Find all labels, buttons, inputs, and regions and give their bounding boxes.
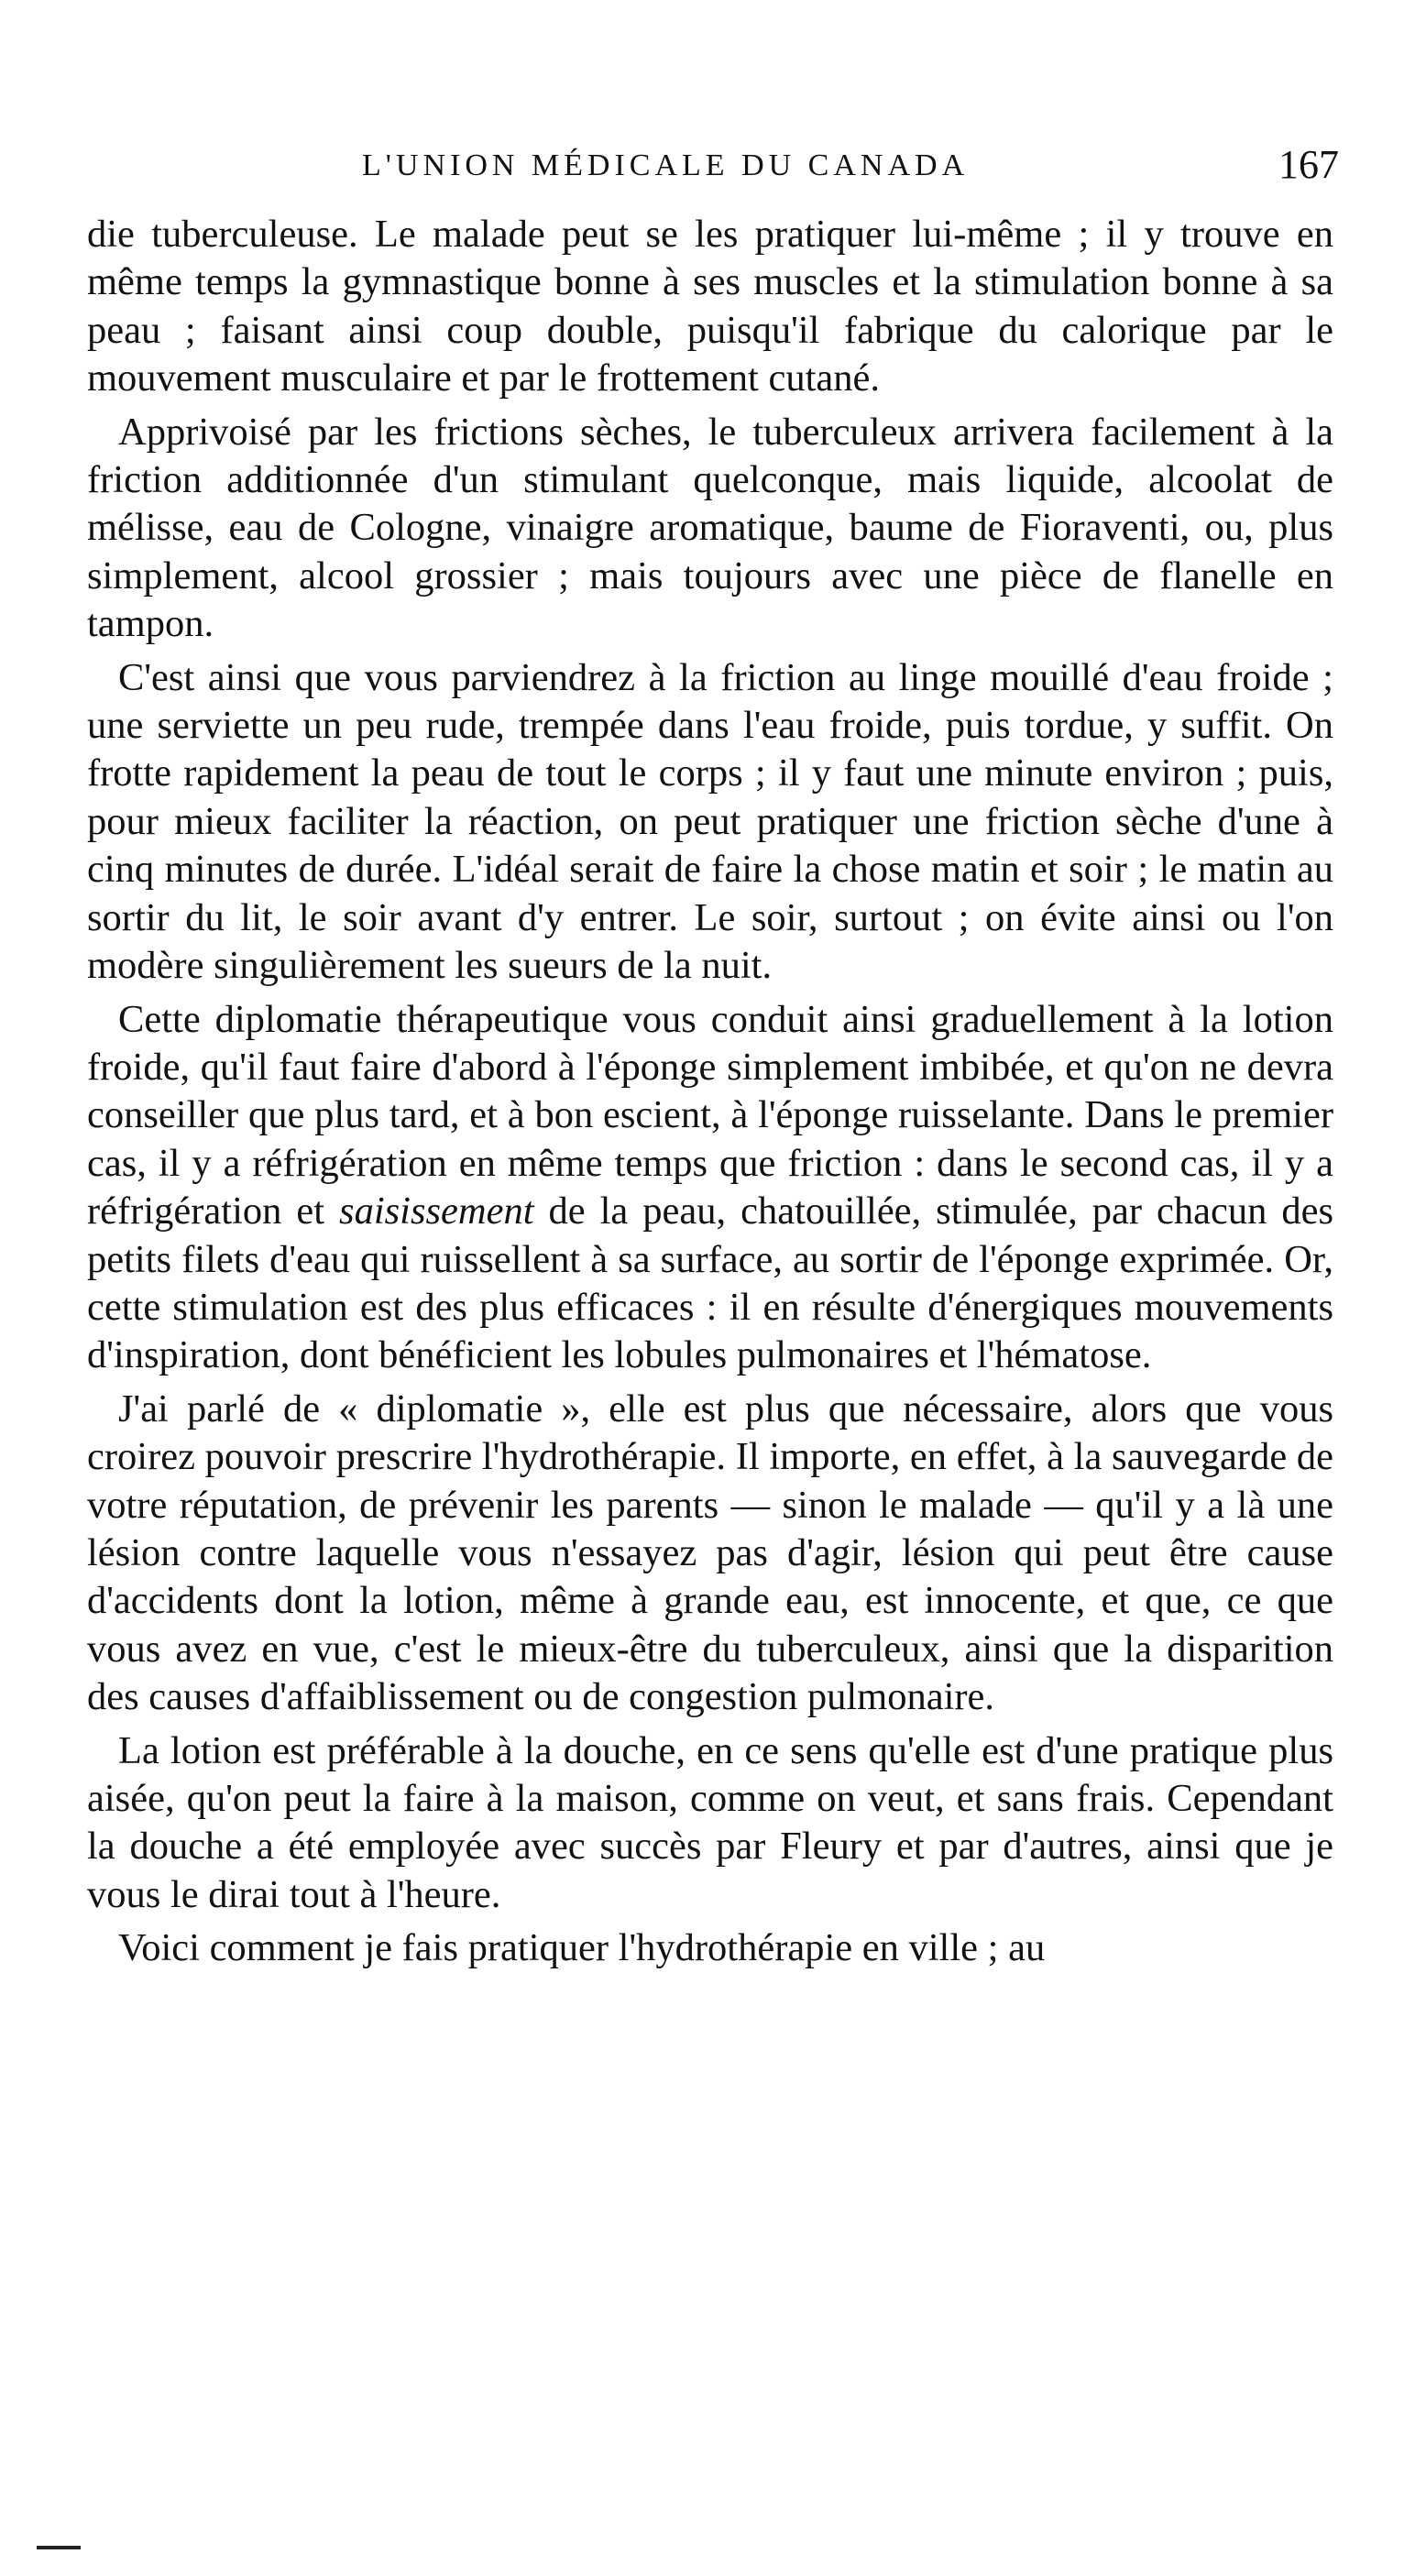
page-header: [87, 137, 1339, 202]
body-text: [87, 211, 1333, 1973]
paragraph-3: C'est ainsi que vous parviendrez à la friction au linge mouillé d'eau froide ; une serviette un peu rude, trempée dans l'eau froide, puis tordue, y suffit. On frotte rapidement la peau de tout le corps ; il y faut une minute environ ; puis, pour mieux faciliter la réaction, on peut pratiquer une friction sèche d'une à cinq minutes de durée. L'idéal serait de faire la chose matin et soir ; le matin au sortir du lit, le soir avant d'y entrer. Le soir, surtout ; on évite ainsi ou l'on modère singulièrement les sueurs de la nuit.: [87, 655, 1333, 988]
paragraph-4: [87, 996, 1333, 1380]
emphasis-saisissement: saisissement: [339, 1189, 534, 1233]
paragraph-6: La lotion est préférable à la douche, en ce sens qu'elle est d'une pratique plus aisée, qu'on peut la faire à la maison, comme on veut, et sans frais. Cependant la douche a été employée avec succès par Fleury et par d'autres, ainsi que je vous le dirai tout à l'heure.: [87, 1728, 1333, 1916]
paragraph-4-part-1: Cette diplomatie thérapeutique vous conduit ainsi graduellement à la lotion froide, qu'il faut faire d'abord à l'éponge simplement imbibée, et qu'on ne devra conseiller que plus tard, et à bon escient, à l'éponge ruisselante. Dans le premier cas, il y a réfrigération en même temps que friction : dans le second cas, il y a réfrigération et: [87, 997, 1333, 1233]
paragraph-2: Apprivoisé par les frictions sèches, le tuberculeux arrivera facilement à la friction additionnée d'un stimulant quelconque, mais liquide, alcoolat de mélisse, eau de Cologne, vinaigre aromatique, baume de Fioraventi, ou, plus simplement, alcool grossier ; mais toujours avec une pièce de flanelle en tampon.: [87, 410, 1333, 646]
page-number: 167: [1278, 142, 1339, 187]
paragraph-1: die tuberculeuse. Le malade peut se les pratiquer lui-même ; il y trouve en même temps la gymnastique bonne à ses muscles et la stimulation bonne à sa peau ; faisant ainsi coup double, puisqu'il fabrique du calorique par le mouvement musculaire et par le frottement cutané.: [87, 213, 1333, 400]
page: [87, 137, 1339, 1979]
running-head: L'UNION MÉDICALE DU CANADA: [362, 148, 970, 182]
paragraph-4-part-2: de la peau, chatouillée, stimulée, par chacun des petits filets d'eau qui ruissellent à sa surface, au sortir de l'éponge exprimée. Or, cette stimulation est des plus efficaces : il en résulte d'énergiques mouvements d'inspiration, dont bénéficient les lobules pulmonaires et l'hématose.: [87, 1189, 1333, 1377]
paragraph-5: J'ai parlé de « diplomatie », elle est plus que nécessaire, alors que vous croirez pouvoir prescrire l'hydrothérapie. Il importe, en effet, à la sauvegarde de votre réputation, de prévenir les parents — sinon le malade — qu'il y a là une lésion contre laquelle vous n'essayez pas d'agir, lésion qui peut être cause d'accidents dont la lotion, même à grande eau, est innocente, et que, ce que vous avez en vue, c'est le mieux-être du tuberculeux, ainsi que la disparition des causes d'affaiblissement ou de congestion pulmonaire.: [87, 1387, 1333, 1719]
footer-rule: [37, 2546, 81, 2549]
paragraph-7: Voici comment je fais pratiquer l'hydrothérapie en ville ; au: [118, 1926, 1046, 1970]
